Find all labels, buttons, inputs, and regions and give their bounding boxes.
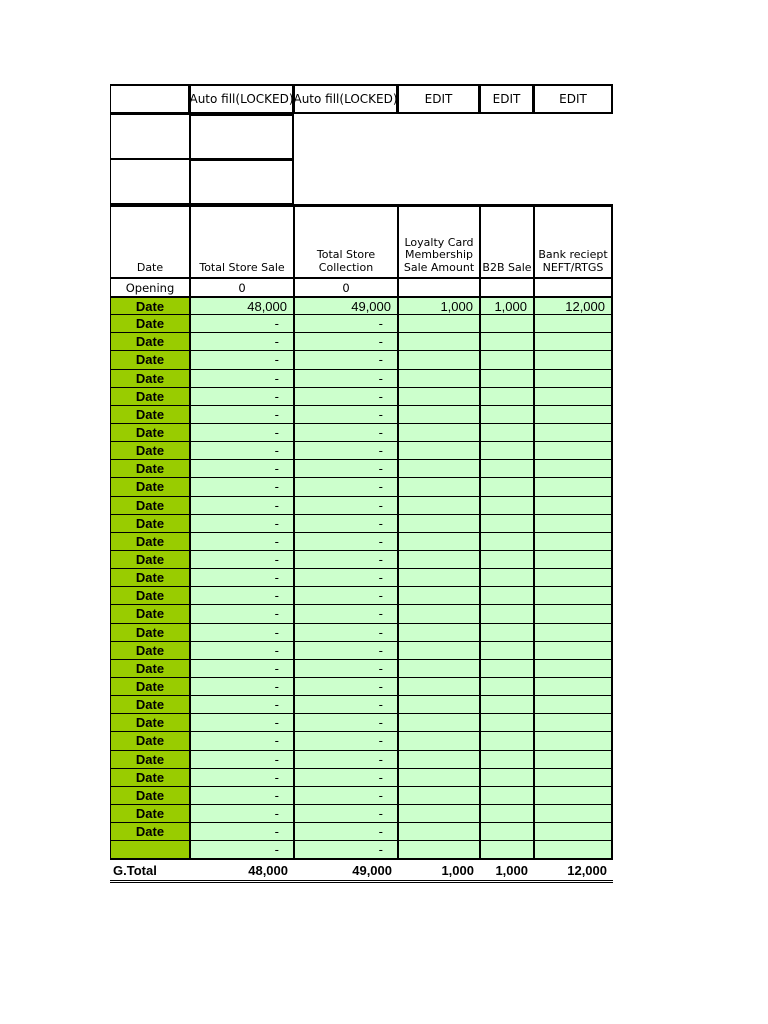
value-cell[interactable]: [398, 805, 480, 823]
value-cell[interactable]: [480, 823, 534, 841]
table-row: [110, 515, 613, 533]
value-cell[interactable]: -: [190, 587, 294, 605]
value-cell[interactable]: [480, 678, 534, 696]
blank-cell[interactable]: [190, 114, 294, 159]
value-cell[interactable]: [480, 696, 534, 714]
value-cell[interactable]: [534, 478, 613, 496]
value-cell[interactable]: [480, 478, 534, 496]
value-cell[interactable]: -: [294, 442, 398, 460]
value-cell[interactable]: -: [294, 460, 398, 478]
table-row: [110, 624, 613, 642]
value-cell[interactable]: [534, 587, 613, 605]
value-cell[interactable]: -: [190, 787, 294, 805]
value-cell[interactable]: -: [294, 370, 398, 388]
top-label-cell[interactable]: Auto fill(LOCKED): [190, 84, 294, 114]
value-cell[interactable]: -: [294, 823, 398, 841]
date-cell[interactable]: Date: [110, 497, 190, 515]
table-row: [110, 351, 613, 369]
opening-cell[interactable]: Opening: [110, 278, 190, 297]
value-cell[interactable]: [398, 478, 480, 496]
date-cell[interactable]: Date: [110, 751, 190, 769]
value-cell[interactable]: [398, 624, 480, 642]
table-row: [110, 605, 613, 623]
date-cell[interactable]: Date: [110, 315, 190, 333]
value-cell[interactable]: [480, 370, 534, 388]
table-row: [110, 478, 613, 496]
table-row: [110, 297, 613, 315]
total-cell[interactable]: 48,000: [248, 862, 288, 878]
value-cell[interactable]: [480, 714, 534, 732]
table-row: [110, 642, 613, 660]
value-cell[interactable]: [398, 587, 480, 605]
date-cell[interactable]: [110, 841, 190, 859]
total-cell[interactable]: 1,000: [495, 862, 528, 878]
value-cell[interactable]: [480, 533, 534, 551]
value-cell[interactable]: -: [190, 823, 294, 841]
value-cell[interactable]: [480, 551, 534, 569]
value-cell[interactable]: [534, 787, 613, 805]
blank-row: [110, 159, 613, 204]
column-header[interactable]: Loyalty Card Membership Sale Amount: [398, 204, 480, 278]
value-cell[interactable]: [398, 388, 480, 406]
value-cell[interactable]: [480, 442, 534, 460]
spreadsheet: [110, 84, 613, 883]
opening-cell[interactable]: 0: [190, 278, 294, 297]
data-rows: [110, 297, 613, 859]
blank-cell[interactable]: [110, 159, 190, 204]
date-cell[interactable]: Date: [110, 660, 190, 678]
table-row: [110, 714, 613, 732]
value-cell[interactable]: [398, 333, 480, 351]
value-cell[interactable]: [480, 424, 534, 442]
value-cell[interactable]: -: [294, 515, 398, 533]
table-row: [110, 805, 613, 823]
lock-status-row: [110, 84, 613, 114]
value-cell[interactable]: -: [190, 497, 294, 515]
value-cell[interactable]: -: [294, 424, 398, 442]
column-header[interactable]: B2B Sale: [480, 204, 534, 278]
blank-cell[interactable]: [110, 114, 190, 159]
value-cell[interactable]: -: [294, 696, 398, 714]
table-row: [110, 841, 613, 859]
value-cell[interactable]: [480, 660, 534, 678]
value-cell[interactable]: [480, 351, 534, 369]
value-cell[interactable]: -: [294, 569, 398, 587]
column-header[interactable]: Total Store Sale: [190, 204, 294, 278]
value-cell[interactable]: [398, 769, 480, 787]
table-row: [110, 823, 613, 841]
value-cell[interactable]: -: [190, 841, 294, 859]
blank-cell[interactable]: [190, 159, 294, 204]
value-cell[interactable]: [398, 678, 480, 696]
date-cell[interactable]: Date: [110, 424, 190, 442]
value-cell[interactable]: [398, 642, 480, 660]
date-cell[interactable]: Date: [110, 805, 190, 823]
date-cell[interactable]: Date: [110, 351, 190, 369]
opening-cell[interactable]: 0: [294, 278, 398, 297]
value-cell[interactable]: [398, 732, 480, 750]
table-row: [110, 751, 613, 769]
value-cell[interactable]: [398, 351, 480, 369]
value-cell[interactable]: [480, 388, 534, 406]
value-cell[interactable]: -: [294, 551, 398, 569]
value-cell[interactable]: [534, 370, 613, 388]
value-cell[interactable]: [534, 533, 613, 551]
value-cell[interactable]: -: [294, 841, 398, 859]
value-cell[interactable]: [398, 751, 480, 769]
value-cell[interactable]: [534, 660, 613, 678]
value-cell[interactable]: -: [190, 333, 294, 351]
value-cell[interactable]: [534, 515, 613, 533]
value-cell[interactable]: -: [190, 515, 294, 533]
value-cell[interactable]: [534, 442, 613, 460]
value-cell[interactable]: [398, 442, 480, 460]
value-cell[interactable]: [534, 497, 613, 515]
value-cell[interactable]: [398, 533, 480, 551]
value-cell[interactable]: 1,000: [398, 297, 480, 315]
date-cell[interactable]: Date: [110, 460, 190, 478]
value-cell[interactable]: -: [294, 805, 398, 823]
value-cell[interactable]: -: [294, 497, 398, 515]
table-row: [110, 406, 613, 424]
value-cell[interactable]: -: [294, 388, 398, 406]
table-row: [110, 460, 613, 478]
value-cell[interactable]: -: [190, 406, 294, 424]
date-cell[interactable]: Date: [110, 696, 190, 714]
value-cell[interactable]: [480, 460, 534, 478]
value-cell[interactable]: [534, 406, 613, 424]
value-cell[interactable]: [534, 751, 613, 769]
date-cell[interactable]: Date: [110, 333, 190, 351]
value-cell[interactable]: -: [294, 624, 398, 642]
value-cell[interactable]: -: [190, 442, 294, 460]
date-cell[interactable]: Date: [110, 569, 190, 587]
value-cell[interactable]: -: [294, 732, 398, 750]
table-row: [110, 497, 613, 515]
value-cell[interactable]: -: [294, 315, 398, 333]
value-cell[interactable]: [398, 696, 480, 714]
value-cell[interactable]: [534, 696, 613, 714]
table-row: [110, 660, 613, 678]
value-cell[interactable]: [398, 424, 480, 442]
value-cell[interactable]: [480, 642, 534, 660]
top-label-cell[interactable]: EDIT: [480, 84, 534, 114]
value-cell[interactable]: -: [190, 624, 294, 642]
value-cell[interactable]: [480, 515, 534, 533]
value-cell[interactable]: [398, 841, 480, 859]
value-cell[interactable]: [480, 732, 534, 750]
value-cell[interactable]: [398, 660, 480, 678]
table-row: [110, 696, 613, 714]
value-cell[interactable]: -: [190, 569, 294, 587]
value-cell[interactable]: -: [190, 605, 294, 623]
value-cell[interactable]: -: [294, 587, 398, 605]
value-cell[interactable]: [480, 406, 534, 424]
value-cell[interactable]: [480, 805, 534, 823]
table-row: [110, 315, 613, 333]
value-cell[interactable]: -: [190, 370, 294, 388]
value-cell[interactable]: [534, 460, 613, 478]
opening-row: [110, 278, 613, 297]
value-cell[interactable]: [398, 515, 480, 533]
value-cell[interactable]: [534, 714, 613, 732]
value-cell[interactable]: [398, 406, 480, 424]
opening-cell[interactable]: [480, 278, 534, 297]
value-cell[interactable]: -: [190, 696, 294, 714]
value-cell[interactable]: -: [294, 533, 398, 551]
top-label-cell[interactable]: EDIT: [398, 84, 480, 114]
top-label-cell[interactable]: [110, 84, 190, 114]
value-cell[interactable]: [480, 315, 534, 333]
value-cell[interactable]: [534, 551, 613, 569]
value-cell[interactable]: [480, 569, 534, 587]
date-cell[interactable]: Date: [110, 587, 190, 605]
table-row: [110, 732, 613, 750]
value-cell[interactable]: -: [294, 333, 398, 351]
value-cell[interactable]: -: [190, 642, 294, 660]
value-cell[interactable]: [480, 497, 534, 515]
value-cell[interactable]: [480, 787, 534, 805]
value-cell[interactable]: [398, 370, 480, 388]
table-row: [110, 442, 613, 460]
value-cell[interactable]: -: [294, 642, 398, 660]
value-cell[interactable]: -: [294, 714, 398, 732]
value-cell[interactable]: -: [190, 751, 294, 769]
value-cell[interactable]: [398, 714, 480, 732]
value-cell[interactable]: [534, 823, 613, 841]
blank-row: [110, 114, 613, 159]
date-cell[interactable]: Date: [110, 551, 190, 569]
date-cell[interactable]: Date: [110, 642, 190, 660]
column-header[interactable]: Total Store Collection: [294, 204, 398, 278]
table-row: [110, 533, 613, 551]
date-cell[interactable]: Date: [110, 442, 190, 460]
value-cell[interactable]: -: [190, 478, 294, 496]
value-cell[interactable]: -: [294, 406, 398, 424]
date-cell[interactable]: Date: [110, 406, 190, 424]
opening-cell[interactable]: [398, 278, 480, 297]
value-cell[interactable]: [534, 315, 613, 333]
value-cell[interactable]: [534, 424, 613, 442]
date-cell[interactable]: Date: [110, 714, 190, 732]
date-cell[interactable]: Date: [110, 823, 190, 841]
value-cell[interactable]: -: [294, 660, 398, 678]
value-cell[interactable]: [398, 823, 480, 841]
value-cell[interactable]: -: [294, 751, 398, 769]
value-cell[interactable]: [398, 497, 480, 515]
value-cell[interactable]: 48,000: [190, 297, 294, 315]
value-cell[interactable]: [398, 315, 480, 333]
value-cell[interactable]: -: [294, 478, 398, 496]
value-cell[interactable]: -: [190, 805, 294, 823]
value-cell[interactable]: -: [190, 351, 294, 369]
value-cell[interactable]: [480, 605, 534, 623]
grand-total-row: [110, 859, 613, 883]
opening-cell[interactable]: [534, 278, 613, 297]
value-cell[interactable]: [534, 678, 613, 696]
value-cell[interactable]: [480, 624, 534, 642]
value-cell[interactable]: -: [190, 460, 294, 478]
value-cell[interactable]: -: [190, 315, 294, 333]
value-cell[interactable]: [534, 388, 613, 406]
total-cell[interactable]: G.Total: [113, 862, 157, 878]
column-header-row: [110, 204, 613, 278]
value-cell[interactable]: [480, 769, 534, 787]
value-cell[interactable]: 1,000: [480, 297, 534, 315]
table-row: [110, 678, 613, 696]
value-cell[interactable]: 49,000: [294, 297, 398, 315]
value-cell[interactable]: [534, 732, 613, 750]
value-cell[interactable]: -: [190, 769, 294, 787]
value-cell[interactable]: [534, 805, 613, 823]
value-cell[interactable]: [398, 787, 480, 805]
date-cell[interactable]: Date: [110, 478, 190, 496]
date-cell[interactable]: Date: [110, 678, 190, 696]
total-cell[interactable]: 49,000: [352, 862, 392, 878]
value-cell[interactable]: [398, 605, 480, 623]
date-cell[interactable]: Date: [110, 297, 190, 315]
date-cell[interactable]: Date: [110, 769, 190, 787]
value-cell[interactable]: -: [294, 351, 398, 369]
value-cell[interactable]: [480, 751, 534, 769]
value-cell[interactable]: -: [190, 424, 294, 442]
top-label-cell[interactable]: Auto fill(LOCKED): [294, 84, 398, 114]
value-cell[interactable]: -: [190, 732, 294, 750]
value-cell[interactable]: -: [294, 769, 398, 787]
value-cell[interactable]: -: [294, 678, 398, 696]
table-row: [110, 370, 613, 388]
table-row: [110, 587, 613, 605]
value-cell[interactable]: -: [190, 714, 294, 732]
value-cell[interactable]: [398, 460, 480, 478]
value-cell[interactable]: [398, 551, 480, 569]
value-cell[interactable]: [534, 333, 613, 351]
date-cell[interactable]: Date: [110, 732, 190, 750]
value-cell[interactable]: -: [190, 551, 294, 569]
date-cell[interactable]: Date: [110, 370, 190, 388]
table-row: [110, 551, 613, 569]
total-cell[interactable]: 1,000: [441, 862, 474, 878]
date-cell[interactable]: Date: [110, 533, 190, 551]
value-cell[interactable]: [398, 569, 480, 587]
date-cell[interactable]: Date: [110, 605, 190, 623]
date-cell[interactable]: Date: [110, 388, 190, 406]
value-cell[interactable]: [480, 841, 534, 859]
total-cell[interactable]: 12,000: [567, 862, 607, 878]
top-label-cell[interactable]: EDIT: [534, 84, 613, 114]
value-cell[interactable]: -: [190, 678, 294, 696]
value-cell[interactable]: [534, 769, 613, 787]
value-cell[interactable]: [534, 605, 613, 623]
value-cell[interactable]: -: [294, 787, 398, 805]
column-header[interactable]: Date: [110, 204, 190, 278]
column-header[interactable]: Bank reciept NEFT/RTGS: [534, 204, 613, 278]
value-cell[interactable]: [480, 333, 534, 351]
value-cell[interactable]: [534, 569, 613, 587]
value-cell[interactable]: 12,000: [534, 297, 613, 315]
value-cell[interactable]: [534, 841, 613, 859]
date-cell[interactable]: Date: [110, 787, 190, 805]
table-row: [110, 787, 613, 805]
table-row: [110, 333, 613, 351]
value-cell[interactable]: -: [294, 605, 398, 623]
value-cell[interactable]: -: [190, 533, 294, 551]
table-row: [110, 424, 613, 442]
date-cell[interactable]: Date: [110, 624, 190, 642]
value-cell[interactable]: [534, 351, 613, 369]
table-row: [110, 769, 613, 787]
value-cell[interactable]: -: [190, 660, 294, 678]
value-cell[interactable]: [480, 587, 534, 605]
date-cell[interactable]: Date: [110, 515, 190, 533]
table-row: [110, 569, 613, 587]
value-cell[interactable]: [534, 642, 613, 660]
value-cell[interactable]: -: [190, 388, 294, 406]
table-row: [110, 388, 613, 406]
value-cell[interactable]: [534, 624, 613, 642]
